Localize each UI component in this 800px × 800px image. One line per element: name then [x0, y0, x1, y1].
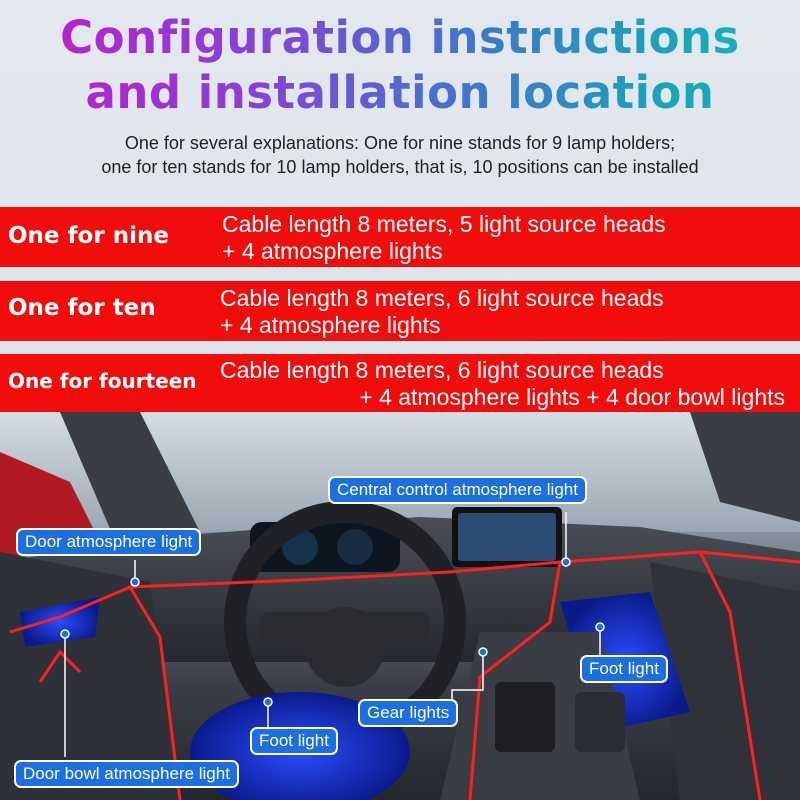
config-desc-line-2: + 4 atmosphere lights + 4 door bowl lights [359, 384, 785, 410]
config-desc-line-1: Cable length 8 meters, 5 light source heads [222, 211, 666, 237]
config-name: One for nine [8, 223, 169, 249]
explanation-line-2: one for ten stands for 10 lamp holders, that is, 10 positions can be installed [101, 157, 699, 177]
label-foot-light-right: Foot light [580, 655, 668, 683]
config-desc-line-2: + 4 atmosphere lights [222, 238, 443, 264]
config-name: One for fourteen [8, 369, 197, 393]
label-gear-lights: Gear lights [358, 699, 458, 727]
car-interior-illustration [0, 412, 800, 800]
config-desc-line-2: + 4 atmosphere lights [220, 312, 441, 338]
label-central-control-atmosphere-light: Central control atmosphere light [328, 476, 587, 504]
config-desc-line-1: Cable length 8 meters, 6 light source heads [220, 285, 664, 311]
config-band-fourteen [0, 354, 800, 412]
config-desc-line-1: Cable length 8 meters, 6 light source heads [220, 357, 664, 383]
car-interior-image [0, 412, 800, 800]
config-band-nine [0, 207, 800, 267]
config-band-ten [0, 281, 800, 341]
label-door-atmosphere-light: Door atmosphere light [16, 528, 201, 556]
label-foot-light-left: Foot light [250, 727, 338, 755]
page-title-line-2: and installation location [0, 65, 800, 121]
config-name: One for ten [8, 295, 156, 321]
explanation-line-1: One for several explanations: One for nine stands for 9 lamp holders; [124, 133, 676, 153]
label-door-bowl-atmosphere-light: Door bowl atmosphere light [14, 760, 239, 788]
page-title-line-1: Configuration instructions [0, 10, 800, 66]
